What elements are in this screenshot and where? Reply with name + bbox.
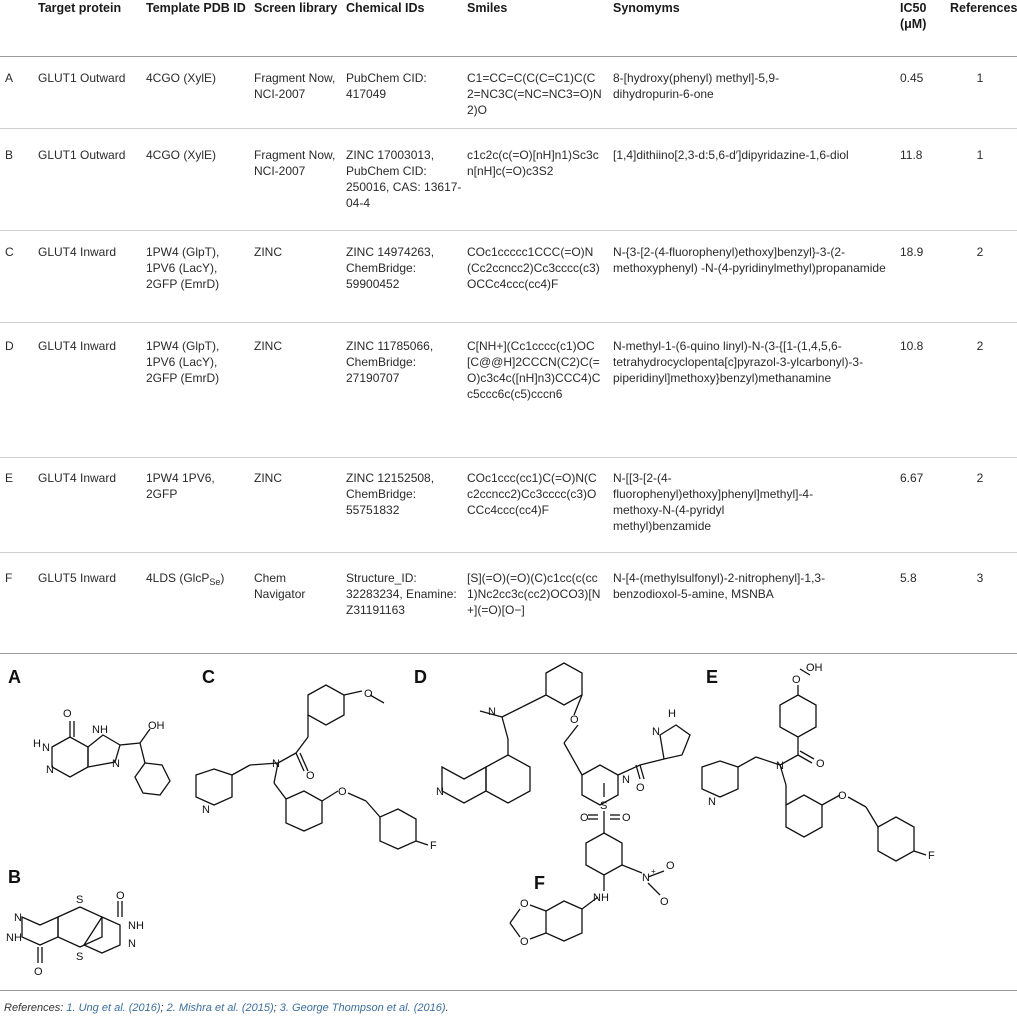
atom-label: N [202,804,210,816]
synonyms: 8-[hydroxy(phenyl) methyl]-5,9-dihydropurin-6-one [613,71,780,101]
header-synonyms: Synomyms [613,1,680,15]
target-protein: GLUT1 Outward [38,71,126,85]
atom-label: O [636,782,645,794]
template-pdb: 4CGO (XylE) [146,71,217,85]
references-footnote: References: 1. Ung et al. (2016); 2. Mishra et al. (2015); 3. George Thompson et al. (2016). [4,1002,449,1014]
atom-label: N [436,786,444,798]
atom-label: O [34,966,43,978]
atom-label: NH [128,920,144,932]
structure-label-f: F [534,873,545,893]
header-smiles: Smiles [467,1,508,15]
table-row [0,57,1017,129]
target-protein: GLUT4 Inward [38,471,117,485]
atom-label: N [42,742,50,754]
atom-label: F [928,850,935,862]
atom-label: OH [806,662,823,674]
atom-label: NH [92,724,108,736]
atom-label: O [63,708,72,720]
atom-label: S [600,800,608,812]
structure-label-a: A [8,667,21,687]
target-protein: GLUT1 Outward [38,148,126,162]
reference-number: 2 [976,339,984,353]
reference-number: 1 [976,148,984,162]
atom-label: O [520,936,529,948]
table-row [0,231,1017,323]
synonyms: N-[[3-[2-(4-fluorophenyl)ethoxy]phenyl]methyl]-4-methoxy-N-(4-pyridyl methyl)benzamide [613,471,814,533]
chemical-ids: Structure_ID: 32283234, Enamine: Z31191163 [346,571,457,617]
screen-library: Fragment Now, NCI-2007 [254,71,336,101]
atom-label: O [306,770,315,782]
structure-label-e: E [706,667,719,687]
reference-link-1[interactable]: 1. Ung et al. (2016) [66,1002,161,1014]
structure-a-molecule [33,708,170,795]
charge-label: + [651,867,656,876]
header-references: References [950,1,1017,15]
smiles: COc1ccc(cc1)C(=O)N(Cc2ccncc2)Cc3cccc(c3)OCCc4ccc(cc4)F [467,471,597,517]
atom-label: N [708,796,716,808]
atom-label: O [116,890,125,902]
row-label: C [5,245,14,259]
ic50: 0.45 [900,71,924,85]
reference-link-3[interactable]: 3. George Thompson et al. (2016) [279,1002,446,1014]
structure-drawings [0,655,1017,985]
table-row [0,129,1017,231]
row-label: D [5,339,14,353]
structure-b-molecule [6,890,144,978]
target-protein: GLUT5 Inward [38,571,117,585]
smiles: C[NH+](Cc1cccc(c1)OC[C@@H]2CCCN(C2)C(=O)c3c4c([nH]n3)CCC4)Cc5ccc6c(c5)cccn6 [467,339,601,401]
screen-library: ZINC [254,471,282,485]
template-pdb: 1PW4 (GlpT), 1PV6 (LacY), 2GFP (EmrD) [146,245,220,291]
atom-label: N [112,758,120,770]
atom-label: H [668,708,676,720]
table-row [0,553,1017,654]
atom-label: O [660,896,669,908]
ic50: 11.8 [900,148,923,162]
atom-label: O [816,758,825,770]
atom-label: NH [593,892,609,904]
structure-label-b: B [8,867,21,887]
chemical-ids: ZINC 11785066, ChemBridge: 27190707 [346,339,434,385]
atom-label: O [570,714,579,726]
atom-label: N [14,912,22,924]
chemical-ids: PubChem CID: 417049 [346,71,427,101]
table-row [0,458,1017,553]
atom-label: N [776,760,784,772]
atom-label: S [76,951,84,963]
header-target-protein: Target protein [38,1,122,15]
atom-label: N [46,764,54,776]
chemical-ids: ZINC 12152508, ChemBridge: 55751832 [346,471,435,517]
table-header-row [0,0,1017,57]
reference-link-2[interactable]: 2. Mishra et al. (2015) [166,1002,274,1014]
structure-f-molecule [510,783,675,948]
screen-library: ZINC [254,245,282,259]
row-label: E [5,471,14,485]
ic50: 5.8 [900,571,917,585]
screen-library: Chem Navigator [254,571,306,601]
row-label: F [5,571,13,585]
atom-label: O [338,786,347,798]
screen-library: Fragment Now, NCI-2007 [254,148,336,178]
atom-label: O [838,790,847,802]
reference-number: 2 [976,245,984,259]
smiles: [S](=O)(=O)(C)c1cc(c(cc1)Nc2cc3c(cc2)OCO3)[N+](=O)[O−] [467,571,601,617]
target-protein: GLUT4 Inward [38,339,117,353]
structure-label-c: C [202,667,215,687]
template-pdb: 1PW4 (GlpT), 1PV6 (LacY), 2GFP (EmrD) [146,339,220,385]
atom-label: S [76,894,84,906]
table-row [0,323,1017,458]
chemical-ids: ZINC 14974263, ChemBridge: 59900452 [346,245,435,291]
structure-c-molecule [196,685,437,852]
synonyms: N-[4-(methylsulfonyl)-2-nitrophenyl]-1,3-benzodioxol-5-amine, MSNBA [613,571,826,601]
template-pdb: 1PW4 1PV6, 2GFP [146,471,215,501]
ic50: 10.8 [900,339,924,353]
smiles: C1=CC=C(C(C=C1)C(C2=NC3C(=NC=NC3=O)N2)O [467,71,602,117]
atom-label: N [272,758,280,770]
ic50: 18.9 [900,245,924,259]
screen-library: ZINC [254,339,282,353]
atom-label: O [364,688,373,700]
synonyms: N-{3-[2-(4-fluorophenyl)ethoxy]benzyl}-3-(2-methoxyphenyl) -N-(4-pyridinylmethyl)propanamide [613,245,886,275]
structure-e-molecule [702,662,935,862]
atom-label: N [622,774,630,786]
atom-label: N [128,938,136,950]
atom-label: OH [148,720,165,732]
atom-label: N [642,872,650,884]
chemical-structures-panel [0,655,1017,985]
atom-label: F [430,840,437,852]
structure-d-molecule [436,663,690,805]
target-protein: GLUT4 Inward [38,245,117,259]
atom-label: N [488,706,496,718]
atom-label: O [580,812,589,824]
atom-label: NH [6,932,22,944]
chemical-ids: ZINC 17003013, PubChem CID: 250016, CAS: 13617-04-4 [346,148,462,210]
header-screen-library: Screen library [254,1,338,15]
template-pdb: 4CGO (XylE) [146,148,217,162]
atom-label: N [652,726,660,738]
structure-label-d: D [414,667,427,687]
synonyms: N-methyl-1-(6-quino linyl)-N-(3-{[1-(1,4,5,6-tetrahydrocyclopenta[c]pyrazol-3-ylcarbonyl)-3-piperidinyl]methoxy}benzyl)methanamine [613,339,864,385]
reference-number: 3 [976,571,984,585]
template-pdb: 4LDS (GlcP$_{Se}$) [146,571,225,587]
row-label: B [5,148,14,162]
header-ic50: IC50 (μM) [900,1,927,31]
reference-number: 2 [976,471,984,485]
header-chemical-ids: Chemical IDs [346,1,425,15]
atom-label: O [666,860,675,872]
smiles: c1c2c(c(=O)[nH]n1)Sc3cn[nH]c(=O)c3S2 [467,148,599,178]
footer-divider [0,990,1017,991]
ic50: 6.67 [900,471,924,485]
atom-label: O [520,898,529,910]
atom-label: O [792,674,801,686]
smiles: COc1ccccc1CCC(=O)N(Cc2ccncc2)Cc3cccc(c3)OCCc4ccc(cc4)F [467,245,600,291]
row-label: A [5,71,14,85]
atom-label: O [622,812,631,824]
header-template-pdb: Template PDB ID [146,1,246,15]
reference-number: 1 [976,71,984,85]
atom-label: H [33,738,41,750]
synonyms: [1,4]dithiino[2,3-d:5,6-d′]dipyridazine-1,6-diol [613,148,849,162]
